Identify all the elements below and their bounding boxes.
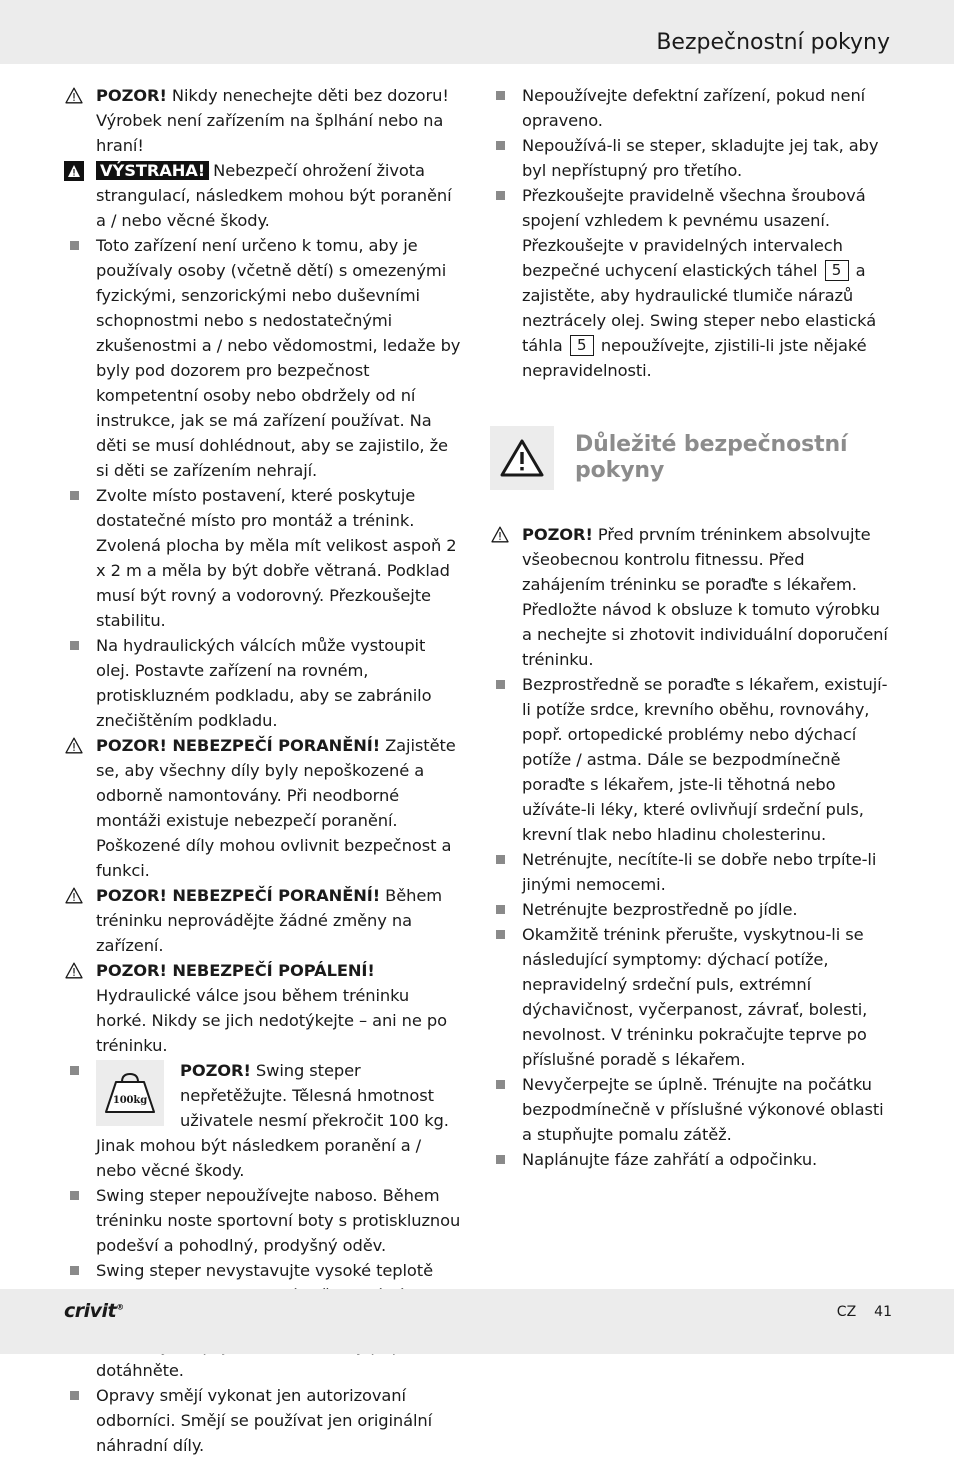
caution-keyword: POZOR! [96, 86, 167, 105]
item-text: Swing steper nepřetěžujte. Tělesná hmotnost uživatele nesmí překročit 100 kg. Jinak mohou být následkem poranění a / nebo věcné škody. [96, 1061, 449, 1180]
part-reference: 5 [825, 260, 849, 281]
item-text: Okamžitě trénink přerušte, vyskytnou-li se následující symptomy: dýchací potíže, nepravidelný srdeční puls, extrémní dýchavičnost, vyčerpanost, závrať, bolesti, nevolnost. V tréninku pokračujte teprve po příslušné poradě s lékařem. [522, 925, 868, 1069]
list-item [64, 233, 464, 483]
caution-item [64, 83, 464, 158]
item-text: Nepoužívejte defektní zařízení, pokud není opraveno. [522, 86, 866, 130]
square-bullet-icon [490, 183, 510, 208]
caution-item [64, 958, 464, 1058]
list-item [490, 1072, 892, 1147]
square-bullet-icon [64, 1383, 84, 1408]
caution-keyword: POZOR! NEBEZPEČÍ PORANĚNÍ! [96, 886, 381, 905]
caution-keyword: POZOR! NEBEZPEČÍ POPÁLENÍ! [96, 961, 375, 980]
page-title: Bezpečnostní pokyny [656, 30, 890, 55]
square-bullet-icon [490, 1147, 510, 1172]
item-text: Bezprostředně se poraďte s lékařem, existují-li potíže srdce, krevního oběhu, rovnováhy, popř. ortopedické problémy nebo dýchací potíže / astma. Dále se bezpodmínečně poraďte s lékařem, jste-li těhotná nebo užíváte-li léky, které ovlivňují srdeční puls, krevní tlak nebo hladinu cholesterinu. [522, 675, 888, 844]
warning-keyword: VÝSTRAHA! [96, 161, 209, 180]
brand-logo: crivit® [64, 1300, 124, 1322]
square-bullet-icon [64, 483, 84, 508]
caution-item [64, 733, 464, 883]
item-text: Zajistěte se, aby všechny díly byly nepoškozené a odborně namontovány. Při neodborné montáži existuje nebezpečí poranění. Poškozené díly mohou ovlivnit bezpečnost a funkci. [96, 736, 456, 880]
warning-triangle-icon [64, 733, 84, 758]
warning-triangle-icon [490, 426, 554, 490]
item-text: Nevyčerpejte se úplně. Trénujte na počátku bezpodmínečně v příslušné výkonové oblasti a stupňujte pomalu zátěž. [522, 1075, 884, 1144]
caution-keyword: POZOR! NEBEZPEČÍ PORANĚNÍ! [96, 736, 381, 755]
warning-triangle-icon [490, 522, 510, 547]
page-number [837, 1304, 892, 1320]
item-text: nepoužívejte, zjistili-li jste nějaké nepravidelnosti. [522, 336, 867, 380]
caution-keyword: POZOR! [180, 1061, 251, 1080]
caution-item [64, 883, 464, 958]
item-text: Netrénujte, necítíte-li se dobře nebo trpíte-li jinými nemocemi. [522, 850, 877, 894]
item-text: Nebezpečí ohrožení života strangulací, následkem mohou být poranění a / nebo věcné škody. [96, 161, 452, 230]
square-bullet-icon [490, 897, 510, 922]
square-bullet-icon [64, 633, 84, 658]
weight-label: 100kg [112, 1095, 148, 1106]
square-bullet-icon [490, 83, 510, 108]
footer-band [0, 1289, 954, 1354]
right-column [490, 83, 892, 1172]
square-bullet-icon [64, 1058, 84, 1083]
caution-item [490, 522, 892, 672]
list-item [490, 183, 892, 383]
list-item [490, 672, 892, 847]
square-bullet-icon [64, 233, 84, 258]
weight-100kg-icon [96, 1060, 164, 1126]
item-text: Swing steper nepoužívejte naboso. Během tréninku noste sportovní boty s protiskluznou podešví a pohodlný, prodyšný oděv. [96, 1186, 461, 1255]
warning-triangle-icon [64, 958, 84, 983]
warning-item [64, 158, 464, 233]
square-bullet-icon [490, 133, 510, 158]
item-text: Během tréninku neprovádějte žádné změny na zařízení. [96, 886, 443, 955]
item-text: Toto zařízení není určeno k tomu, aby je používaly osoby (včetně dětí) s omezenými fyzickými, senzorickými nebo duševními schopnostmi nebo s nedostatečnými zkušenostmi a / nebo vědomostmi, ledaže by byly pod dozorem pro bezpečnost kompetentní osoby nebo obdržely od ní instrukce, jak se má zařízení používat. Na děti se musí dohlédnout, aby se zajistilo, že si děti se zařízením nehrají. [96, 236, 461, 480]
list-item [490, 847, 892, 897]
list-item [490, 83, 892, 133]
square-bullet-icon [490, 847, 510, 872]
square-bullet-icon [64, 1258, 84, 1283]
exclamation-box-icon [64, 158, 84, 183]
item-text: Naplánujte fáze zahřátí a odpočinku. [522, 1150, 818, 1169]
list-item [490, 1147, 892, 1172]
part-reference: 5 [570, 335, 594, 356]
list-item [490, 922, 892, 1072]
caution-keyword: POZOR! [522, 525, 593, 544]
warning-triangle-icon [64, 883, 84, 908]
list-item [490, 133, 892, 183]
left-column [64, 83, 464, 1458]
item-text: Swing steper nevystavujte vysoké teplotě [96, 1261, 433, 1280]
list-item [64, 1183, 464, 1258]
item-text: Netrénujte bezprostředně po jídle. [522, 900, 798, 919]
section-title: Důležité bezpečnostní pokyny [575, 432, 848, 483]
list-item [64, 1383, 464, 1458]
item-text: a zajistěte, aby hydraulické tlumiče nárazů neztrácely olej. Swing steper nebo elastická táhla [522, 261, 877, 355]
square-bullet-icon [490, 1072, 510, 1097]
square-bullet-icon [490, 922, 510, 947]
square-bullet-icon [64, 1183, 84, 1208]
item-text: Nikdy nenechejte děti bez dozoru! Výrobek není zařízením na šplhání nebo na hraní! [96, 86, 449, 155]
section-heading [490, 426, 892, 492]
square-bullet-icon [490, 672, 510, 697]
item-text: Hydraulické válce jsou během tréninku horké. Nikdy se jich nedotýkejte – ani ne po tréninku. [96, 986, 447, 1055]
item-text: Nepoužívá-li se steper, skladujte jej tak, aby byl nepřístupný pro třetího. [522, 136, 879, 180]
language-code: CZ [836, 1304, 857, 1320]
item-text: Před prvním tréninkem absolvujte všeobecnou kontrolu fitnessu. Před zahájením tréninku se poraďte s lékařem. Předložte návod k obsluze k tomuto výrobku a nechejte si zhotovit individuální doporučení tréninku. [522, 525, 888, 669]
item-text: Zvolte místo postavení, které poskytuje dostatečné místo pro montáž a trénink. Zvolená plocha by měla mít velikost aspoň 2 x 2 m a měla by být dobře větraná. Podklad musí být rovný a vodorovný. Přezkoušejte stabilitu. [96, 486, 457, 630]
list-item [490, 897, 892, 922]
item-text: dotáhněte. [96, 1361, 184, 1380]
item-text: Přezkoušejte pravidelně všechna šroubová spojení vzhledem k pevnému usazení. Přezkoušejte v pravidelných intervalech bezpečné uchycení elastických táhel [522, 186, 866, 280]
warning-triangle-icon [64, 83, 84, 108]
item-text: Na hydraulických válcích může vystoupit olej. Postavte zařízení na rovném, protiskluzném podkladu, aby se zabránilo znečištěním podkladu. [96, 636, 432, 730]
list-item [64, 483, 464, 633]
page-number-value: 41 [874, 1304, 892, 1320]
list-item [64, 633, 464, 733]
item-text: Opravy smějí vykonat jen autorizovaní odborníci. Smějí se používat jen originální náhradní díly. [96, 1386, 433, 1455]
list-item [64, 1058, 464, 1183]
